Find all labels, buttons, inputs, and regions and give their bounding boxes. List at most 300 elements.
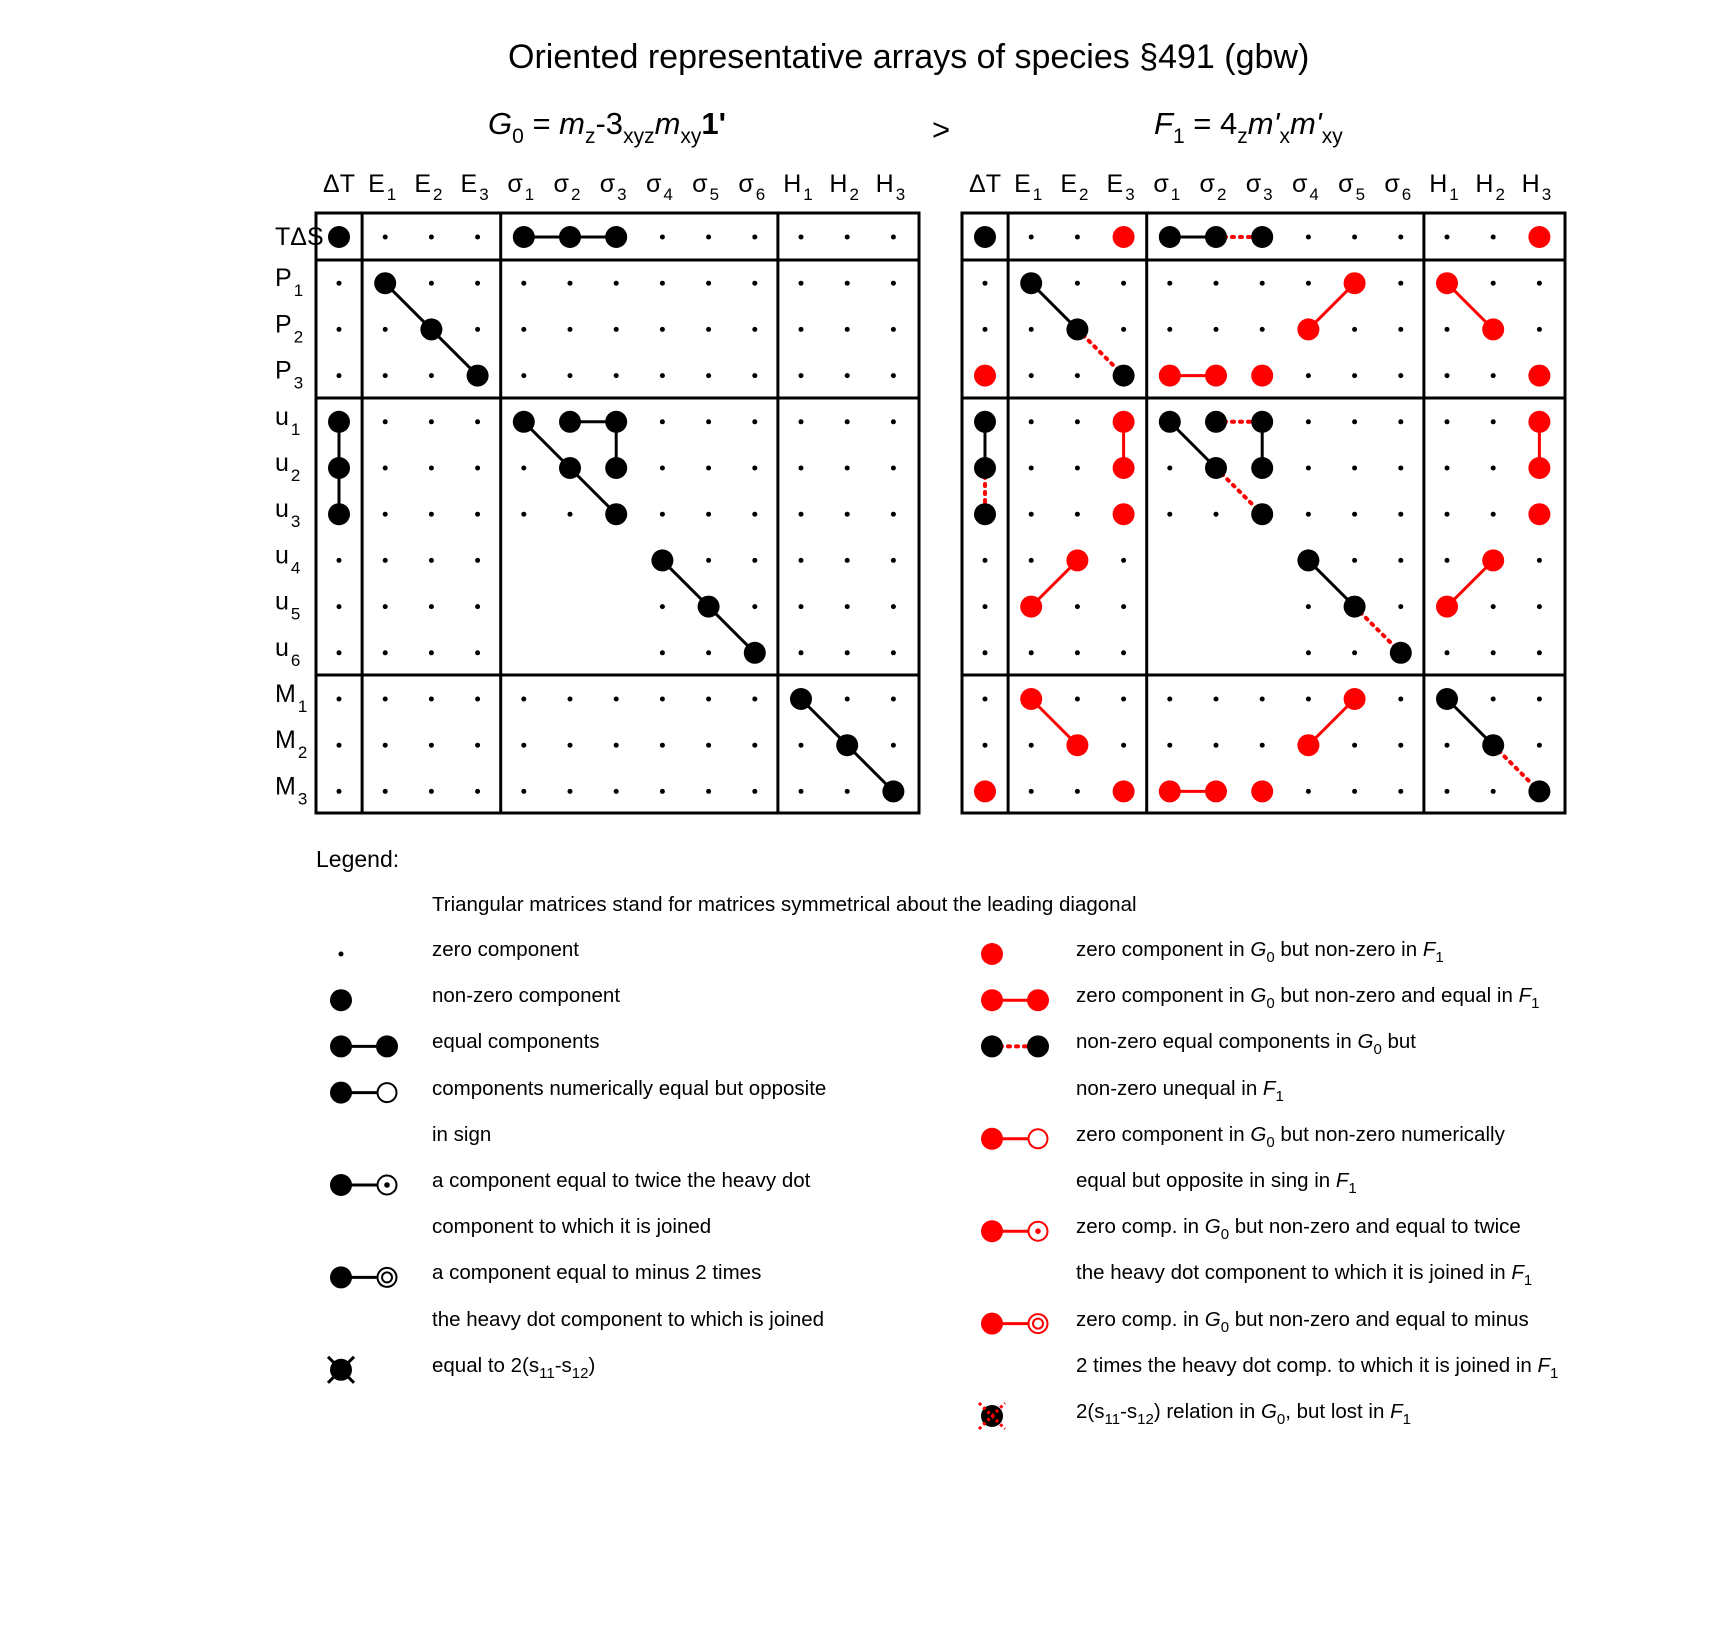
right-red-dot: [1297, 734, 1319, 756]
right-nonzero-dot: [1390, 642, 1412, 664]
right-zero-dot: [1121, 743, 1126, 748]
left-col-header: E $_3$: [460, 170, 489, 204]
right-zero-dot: [1352, 419, 1357, 424]
left-zero-dot: [706, 558, 711, 563]
row-label: P $_1$: [275, 264, 304, 301]
right-zero-dot: [1537, 743, 1542, 748]
left-nonzero-dot: [605, 226, 627, 248]
left-zero-dot: [337, 281, 342, 286]
left-zero-dot: [752, 419, 757, 424]
right-red-dot: [1344, 272, 1366, 294]
legend-opposite-icon: [330, 1082, 397, 1104]
left-zero-dot: [752, 235, 757, 240]
left-zero-dot: [429, 512, 434, 517]
right-zero-dot: [1075, 373, 1080, 378]
legend-entry-text: zero comp. in $G_0$ but non-zero and equal to twice: [1076, 1215, 1521, 1244]
right-group-eq: = 4: [1193, 106, 1238, 141]
right-col-header: ΔT: [969, 170, 1001, 198]
row-label: u $_6$: [275, 633, 301, 670]
left-zero-dot: [475, 327, 480, 332]
left-zero-dot: [706, 743, 711, 748]
right-zero-dot: [1352, 650, 1357, 655]
left-zero-dot: [475, 281, 480, 286]
left-zero-dot: [383, 789, 388, 794]
left-zero-dot: [383, 466, 388, 471]
right-zero-dot: [983, 650, 988, 655]
left-zero-dot: [429, 650, 434, 655]
right-zero-dot: [1306, 604, 1311, 609]
legend-dot: [981, 1128, 1003, 1150]
legend-equal-icon: [330, 1035, 398, 1057]
left-zero-dot: [660, 327, 665, 332]
right-red-dot: [1020, 596, 1042, 618]
right-nonzero-dot: [1251, 503, 1273, 525]
left-zero-dot: [383, 235, 388, 240]
left-zero-dot: [614, 743, 619, 748]
left-zero-dot: [891, 466, 896, 471]
left-zero-dot: [660, 235, 665, 240]
left-zero-dot: [521, 789, 526, 794]
legend-twice-icon: [330, 1174, 397, 1196]
right-zero-dot: [1398, 281, 1403, 286]
left-zero-dot: [429, 466, 434, 471]
legend-note: Triangular matrices stand for matrices symmetrical about the leading diagonal: [432, 893, 1137, 916]
left-zero-dot: [845, 373, 850, 378]
left-nonzero-dot: [651, 549, 673, 571]
left-zero-dot: [521, 512, 526, 517]
legend-entry-text: equal but opposite in sing in $F_1$: [1076, 1169, 1357, 1197]
left-zero-dot: [845, 235, 850, 240]
right-col-header: E $_1$: [1014, 170, 1043, 204]
right-zero-dot: [1445, 789, 1450, 794]
row-label: u $_4$: [275, 541, 301, 578]
right-zero-dot: [1445, 743, 1450, 748]
left-zero-dot: [799, 743, 804, 748]
legend-entry-text: zero component: [432, 938, 580, 961]
left-nonzero-dot: [882, 780, 904, 802]
legend-dot: [981, 943, 1003, 965]
right-zero-dot: [1537, 604, 1542, 609]
right-group-s2: x: [1279, 125, 1290, 148]
legend-entry-text: non-zero component: [432, 984, 621, 1008]
right-zero-dot: [1398, 373, 1403, 378]
left-zero-dot: [475, 419, 480, 424]
left-zero-dot: [706, 697, 711, 702]
left-zero-dot: [891, 604, 896, 609]
left-zero-dot: [660, 650, 665, 655]
right-zero-dot: [1121, 650, 1126, 655]
row-label: u $_1$: [275, 402, 301, 439]
row-label: M $_2$: [275, 726, 308, 763]
right-zero-dot: [1398, 789, 1403, 794]
right-red-dot: [1482, 549, 1504, 571]
right-zero-dot: [1352, 558, 1357, 563]
right-zero-dot: [1167, 466, 1172, 471]
left-zero-dot: [521, 743, 526, 748]
left-zero-dot: [660, 466, 665, 471]
left-zero-dot: [660, 789, 665, 794]
left-nonzero-dot: [328, 503, 350, 525]
left-zero-dot: [568, 743, 573, 748]
right-nonzero-dot: [1251, 411, 1273, 433]
left-zero-dot: [475, 604, 480, 609]
legend-center-dot: [1035, 1228, 1041, 1234]
right-zero-dot: [1306, 235, 1311, 240]
right-zero-dot: [1445, 466, 1450, 471]
left-zero-dot: [660, 512, 665, 517]
left-zero-dot: [706, 281, 711, 286]
right-nonzero-dot: [1205, 457, 1227, 479]
left-nonzero-dot: [328, 457, 350, 479]
left-zero-dot: [383, 604, 388, 609]
left-zero-dot: [891, 558, 896, 563]
right-zero-dot: [1214, 327, 1219, 332]
left-zero-dot: [799, 789, 804, 794]
right-red-dot: [974, 365, 996, 387]
right-zero-dot: [1306, 697, 1311, 702]
left-zero-dot: [799, 281, 804, 286]
left-zero-dot: [383, 558, 388, 563]
left-zero-dot: [337, 327, 342, 332]
left-zero-dot: [891, 373, 896, 378]
right-red-dot: [1528, 365, 1550, 387]
left-zero-dot: [845, 419, 850, 424]
legend-hollow-dot: [378, 1083, 397, 1102]
right-zero-dot: [1491, 281, 1496, 286]
left-zero-dot: [799, 512, 804, 517]
left-zero-dot: [383, 327, 388, 332]
left-zero-dot: [799, 327, 804, 332]
left-zero-dot: [337, 650, 342, 655]
right-zero-dot: [983, 327, 988, 332]
legend-minus2-icon: [330, 1266, 397, 1288]
right-col-header: E $_3$: [1106, 170, 1135, 204]
left-zero-dot: [706, 373, 711, 378]
left-zero-dot: [337, 373, 342, 378]
left-zero-dot: [568, 373, 573, 378]
right-red-dot: [1251, 365, 1273, 387]
right-zero-dot: [1214, 512, 1219, 517]
right-zero-dot: [1491, 789, 1496, 794]
right-zero-dot: [1398, 558, 1403, 563]
right-nonzero-dot: [1251, 457, 1273, 479]
right-nonzero-dot: [1159, 226, 1181, 248]
left-zero-dot: [429, 281, 434, 286]
right-col-header: σ $_2$: [1199, 170, 1227, 204]
right-zero-dot: [1491, 697, 1496, 702]
left-nonzero-dot: [467, 365, 489, 387]
right-zero-dot: [1491, 235, 1496, 240]
legend-r-minus2-icon: [981, 1313, 1048, 1335]
right-zero-dot: [1306, 466, 1311, 471]
right-zero-dot: [1352, 743, 1357, 748]
left-zero-dot: [706, 789, 711, 794]
right-col-header: H $_1$: [1429, 170, 1459, 204]
legend-entry-text: components numerically equal but opposite: [432, 1076, 827, 1100]
left-zero-dot: [383, 697, 388, 702]
left-zero-dot: [521, 697, 526, 702]
row-label: P $_3$: [275, 356, 304, 393]
right-red-dot: [1113, 503, 1135, 525]
legend-entry-text: $2(s_{11}-s_{12})$ relation in $G_0$, but lost in $F_1$: [1076, 1400, 1411, 1428]
right-zero-dot: [1029, 327, 1034, 332]
right-zero-dot: [1491, 604, 1496, 609]
left-nonzero-dot: [559, 457, 581, 479]
right-zero-dot: [1029, 789, 1034, 794]
left-zero-dot: [429, 697, 434, 702]
right-nonzero-dot: [1066, 318, 1088, 340]
right-zero-dot: [1260, 697, 1265, 702]
left-nonzero-dot: [328, 411, 350, 433]
right-nonzero-dot: [1482, 734, 1504, 756]
right-zero-dot: [1029, 650, 1034, 655]
legend-dot: [981, 989, 1003, 1011]
left-zero-dot: [568, 512, 573, 517]
right-nonzero-dot: [974, 503, 996, 525]
left-nonzero-dot: [605, 503, 627, 525]
right-col-header: σ $_4$: [1291, 170, 1319, 204]
right-red-dot: [1113, 226, 1135, 248]
legend-r-big-icon: [981, 943, 1003, 965]
right-zero-dot: [1398, 697, 1403, 702]
left-zero-dot: [799, 419, 804, 424]
right-red-dot: [1528, 503, 1550, 525]
right-zero-dot: [1306, 281, 1311, 286]
legend-dot: [330, 1266, 352, 1288]
legend-center-dot: [384, 1182, 390, 1188]
left-zero-dot: [475, 235, 480, 240]
right-group-symbol-sub: 1: [1172, 125, 1185, 148]
right-zero-dot: [1398, 512, 1403, 517]
legend-r-cross-icon: [979, 1403, 1005, 1429]
legend-small-icon: [339, 952, 344, 957]
left-zero-dot: [429, 419, 434, 424]
right-zero-dot: [1167, 743, 1172, 748]
row-label: P $_2$: [275, 310, 304, 347]
left-zero-dot: [568, 697, 573, 702]
right-zero-dot: [1167, 327, 1172, 332]
left-nonzero-dot: [328, 226, 350, 248]
right-zero-dot: [1214, 743, 1219, 748]
left-zero-dot: [337, 743, 342, 748]
legend-dot: [330, 1082, 352, 1104]
right-zero-dot: [1167, 512, 1172, 517]
right-zero-dot: [983, 697, 988, 702]
right-red-dot: [1113, 411, 1135, 433]
right-nonzero-dot: [1020, 272, 1042, 294]
right-zero-dot: [983, 604, 988, 609]
right-zero-dot: [1352, 235, 1357, 240]
legend-dot: [981, 1220, 1003, 1242]
right-red-dot: [1113, 457, 1135, 479]
right-zero-dot: [983, 743, 988, 748]
left-zero-dot: [706, 235, 711, 240]
right-zero-dot: [1029, 373, 1034, 378]
right-zero-dot: [1306, 512, 1311, 517]
right-zero-dot: [1167, 697, 1172, 702]
left-zero-dot: [475, 743, 480, 748]
row-label: M $_3$: [275, 772, 308, 809]
right-zero-dot: [1075, 419, 1080, 424]
right-red-dot: [974, 780, 996, 802]
left-zero-dot: [475, 789, 480, 794]
right-zero-dot: [1214, 697, 1219, 702]
legend-dot: [981, 1035, 1003, 1057]
legend-entry-text: 2 times the heavy dot comp. to which it is joined in $F_1$: [1076, 1353, 1559, 1382]
left-zero-dot: [891, 281, 896, 286]
left-zero-dot: [845, 281, 850, 286]
right-group-s1: z: [1237, 125, 1248, 148]
legend-b-dotted-icon: [981, 1035, 1049, 1057]
left-group-s2: xyz: [623, 125, 655, 148]
legend-dot: [1027, 1035, 1049, 1057]
left-zero-dot: [614, 281, 619, 286]
right-zero-dot: [1075, 235, 1080, 240]
right-col-header: σ $_3$: [1245, 170, 1273, 204]
legend-hollow-dot: [1029, 1314, 1048, 1333]
right-red-dot: [1528, 226, 1550, 248]
left-group-p4: 1': [701, 106, 727, 141]
right-red-dot: [1066, 549, 1088, 571]
right-nonzero-dot: [1297, 549, 1319, 571]
right-red-dot: [1482, 318, 1504, 340]
right-zero-dot: [1075, 697, 1080, 702]
right-col-header: E $_2$: [1060, 170, 1089, 204]
left-zero-dot: [752, 697, 757, 702]
right-zero-dot: [1445, 419, 1450, 424]
left-zero-dot: [475, 697, 480, 702]
left-group-s3: xy: [680, 125, 702, 148]
left-zero-dot: [660, 281, 665, 286]
legend-entry-text: equal to $2(s_{11}-s_{12})$: [432, 1353, 596, 1382]
left-zero-dot: [891, 743, 896, 748]
right-zero-dot: [1029, 235, 1034, 240]
left-zero-dot: [429, 373, 434, 378]
legend-r-opposite-icon: [981, 1128, 1048, 1150]
left-col-header: σ $_6$: [738, 170, 766, 204]
left-nonzero-dot: [513, 226, 535, 248]
right-zero-dot: [1398, 466, 1403, 471]
left-zero-dot: [752, 604, 757, 609]
legend-hollow-dot: [378, 1268, 397, 1287]
left-zero-dot: [752, 466, 757, 471]
right-zero-dot: [983, 558, 988, 563]
left-zero-dot: [614, 789, 619, 794]
left-col-header: ΔT: [323, 170, 355, 198]
right-zero-dot: [1075, 466, 1080, 471]
left-zero-dot: [337, 789, 342, 794]
right-zero-dot: [1260, 327, 1265, 332]
left-zero-dot: [799, 558, 804, 563]
right-zero-dot: [1075, 512, 1080, 517]
right-zero-dot: [1445, 558, 1450, 563]
right-col-header: H $_3$: [1521, 170, 1552, 204]
right-zero-dot: [1445, 327, 1450, 332]
legend-hollow-dot: [1029, 1129, 1048, 1148]
right-zero-dot: [1121, 697, 1126, 702]
legend-entry-text: zero component in $G_0$ but non-zero and equal in $F_1$: [1076, 984, 1540, 1013]
right-zero-dot: [1075, 650, 1080, 655]
left-group-symbol-sub: 0: [512, 125, 524, 148]
left-zero-dot: [891, 512, 896, 517]
left-zero-dot: [521, 373, 526, 378]
right-nonzero-dot: [1251, 226, 1273, 248]
legend-r-twice-icon: [981, 1220, 1048, 1242]
left-col-header: σ $_4$: [645, 170, 673, 204]
left-zero-dot: [337, 604, 342, 609]
left-zero-dot: [521, 327, 526, 332]
legend-entry-text: non-zero unequal in $F_1$: [1076, 1076, 1284, 1105]
right-zero-dot: [983, 281, 988, 286]
right-red-dot: [1205, 365, 1227, 387]
left-col-header: E $_1$: [368, 170, 397, 204]
left-zero-dot: [706, 466, 711, 471]
right-zero-dot: [1398, 419, 1403, 424]
right-zero-dot: [1491, 373, 1496, 378]
left-zero-dot: [614, 327, 619, 332]
left-zero-dot: [891, 419, 896, 424]
left-zero-dot: [752, 558, 757, 563]
right-nonzero-dot: [974, 226, 996, 248]
left-zero-dot: [845, 650, 850, 655]
legend-entry-text: the heavy dot component to which it is joined in $F_1$: [1076, 1261, 1533, 1290]
left-group-s1: z: [584, 125, 596, 148]
right-zero-dot: [1352, 327, 1357, 332]
left-nonzero-dot: [605, 411, 627, 433]
left-nonzero-dot: [744, 642, 766, 664]
left-col-header: σ $_5$: [692, 170, 720, 204]
left-zero-dot: [891, 650, 896, 655]
right-zero-dot: [1491, 512, 1496, 517]
left-zero-dot: [429, 789, 434, 794]
legend-cross-icon: [328, 1357, 354, 1383]
legend-entry-text: zero component in $G_0$ but non-zero in $F_1$: [1076, 938, 1444, 966]
right-zero-dot: [1306, 373, 1311, 378]
left-nonzero-dot: [698, 596, 720, 618]
right-col-header: σ $_1$: [1153, 170, 1181, 204]
right-nonzero-dot: [1528, 780, 1550, 802]
left-zero-dot: [752, 373, 757, 378]
left-zero-dot: [521, 281, 526, 286]
right-red-dot: [1205, 780, 1227, 802]
legend-dot: [330, 989, 352, 1011]
right-nonzero-dot: [974, 411, 996, 433]
right-group-p3: m': [1289, 106, 1322, 141]
right-nonzero-dot: [1205, 226, 1227, 248]
right-zero-dot: [1445, 373, 1450, 378]
left-zero-dot: [752, 743, 757, 748]
right-group-s3: xy: [1321, 125, 1343, 148]
right-zero-dot: [1352, 789, 1357, 794]
right-red-dot: [1528, 411, 1550, 433]
left-zero-dot: [383, 743, 388, 748]
left-zero-dot: [614, 373, 619, 378]
left-zero-dot: [845, 558, 850, 563]
left-zero-dot: [521, 466, 526, 471]
right-zero-dot: [1121, 604, 1126, 609]
legend-entry-text: component to which it is joined: [432, 1215, 712, 1239]
left-nonzero-dot: [559, 411, 581, 433]
left-zero-dot: [799, 373, 804, 378]
left-zero-dot: [660, 743, 665, 748]
left-zero-dot: [891, 697, 896, 702]
right-zero-dot: [1537, 697, 1542, 702]
legend-zero-dot: [339, 952, 344, 957]
left-zero-dot: [383, 373, 388, 378]
right-zero-dot: [1306, 789, 1311, 794]
right-zero-dot: [1121, 558, 1126, 563]
left-zero-dot: [614, 697, 619, 702]
